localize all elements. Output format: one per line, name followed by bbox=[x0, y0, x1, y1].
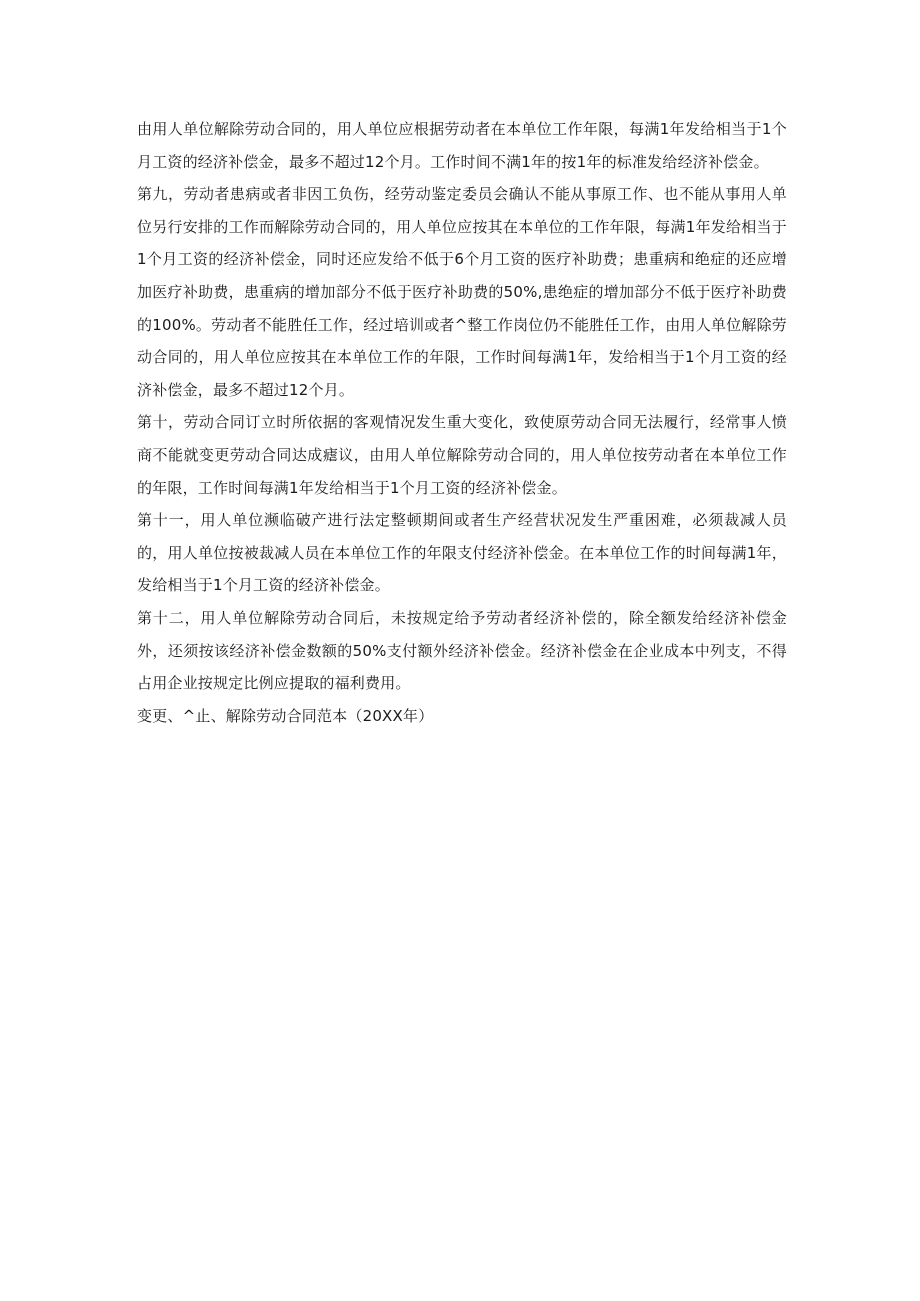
paragraph-template-title: 变更、^止、解除劳动合同范本（20XX年） bbox=[137, 706, 434, 725]
document-body bbox=[137, 113, 787, 732]
paragraph-compensation-rule: 由用人单位解除劳动合同的，用人单位应根据劳动者在本单位工作年限，每满1年发给相当于1个月工资的经济补偿金，最多不超过12个月。工作时间不满1年的按1年的标准发给经济补偿金。 bbox=[137, 120, 787, 171]
paragraph-article-11: 第十一，用人单位濒临破产进行法定整顿期间或者生产经营状况发生严重困难，必须裁减人员的，用人单位按被裁减人员在本单位工作的年限支付经济补偿金。在本单位工作的时间每满1年，发给相当于1个月工资的经济补偿金。 bbox=[137, 511, 787, 595]
paragraph-article-12: 第十二，用人单位解除劳动合同后，未按规定给予劳动者经济补偿的，除全额发给经济补偿金外，还须按该经济补偿金数额的50%支付额外经济补偿金。经济补偿金在企业成本中列支，不得占用企业按规定比例应提取的福利费用。 bbox=[137, 608, 787, 693]
paragraph-article-10: 第十，劳动合同订立时所依据的客观情况发生重大变化，致使原劳动合同无法履行，经常事人愤商不能就变更劳动合同达成瘧议，由用人单位解除劳动合同的，用人单位按劳动者在本单位工作的年限，工作时间每满1年发给相当于1个月工资的经济补偿金。 bbox=[137, 413, 787, 497]
paragraph-article-9: 第九，劳动者患病或者非因工负伤，经劳动鉴定委员会确认不能从事原工作、也不能从事用人单位另行安排的工作而解除劳动合同的，用人单位应按其在本单位的工作年限，每满1年发给相当于1个月工资的经济补偿金，同时还应发给不低于6个月工资的医疗补助费；患重病和绝症的还应增加医疗补助费，患重病的增加部分不低于医疗补助费的50%,患绝症的增加部分不低于医疗补助费的100%。劳动者不能胜任工作，经过培训或者^整工作岗位仍不能胜任工作，由用人单位解除劳动合同的，用人单位应按其在本单位工作的年限，工作时间每满1年，发给相当于1个月工资的经济补偿金，最多不超过12个月。 bbox=[137, 185, 787, 399]
